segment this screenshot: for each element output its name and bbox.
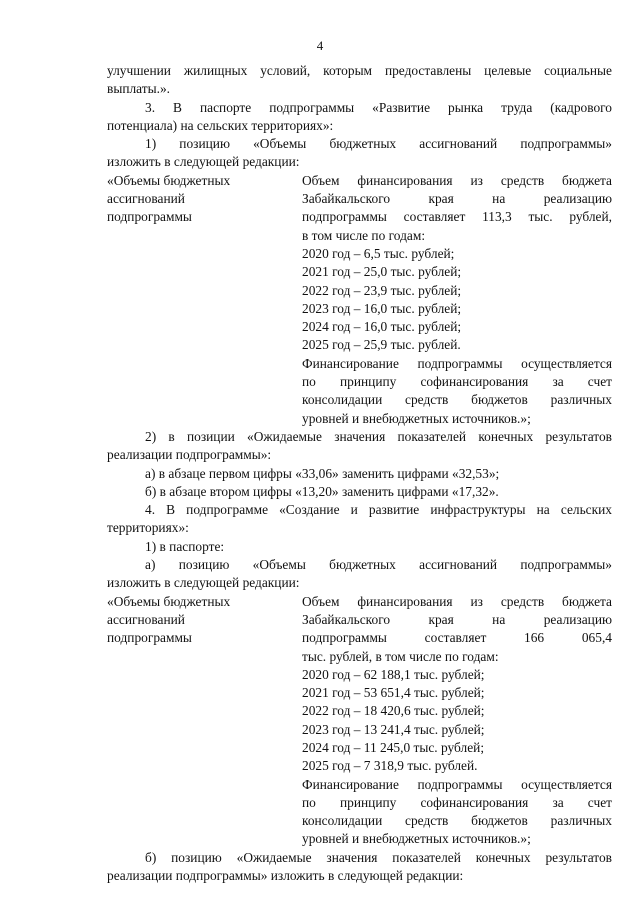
paragraph-10 [107, 849, 612, 886]
budget-table-1-financing-line: уровней и внебюджетных источников.»; [302, 410, 531, 426]
paragraph-7-line-1: 4. В подпрограмме «Создание и развитие инфраструктуры на сельских [145, 502, 612, 518]
paragraph-6: б) в абзаце втором цифры «13,20» заменить цифрами «17,32». [145, 483, 499, 499]
budget-table-1-value [302, 172, 612, 428]
budget-table-1-intro-line: в том числе по годам: [302, 227, 426, 243]
budget-table-1-year-line: 2022 год – 23,9 тыс. рублей; [302, 282, 462, 298]
paragraph-3-line-1: 1) позицию «Объемы бюджетных ассигнований подпрограммы» [145, 136, 612, 152]
page-number: 4 [316, 38, 324, 53]
budget-table-1-year-line: 2023 год – 16,0 тыс. рублей; [302, 300, 462, 316]
budget-table-1-year-line: 2025 год – 25,9 тыс. рублей. [302, 337, 461, 353]
paragraph-4-line-2: реализации подпрограммы»: [107, 447, 272, 463]
budget-table-2-financing-line: Финансирование подпрограммы осуществляется [302, 776, 612, 792]
budget-table-2-intro-line: подпрограммы составляет 166 065,4 [302, 630, 612, 646]
budget-table-1-year-line: 2021 год – 25,0 тыс. рублей; [302, 264, 462, 280]
budget-table-1-label-line: подпрограммы [107, 209, 192, 225]
budget-table-2-intro-line: Забайкальского края на реализацию [302, 611, 612, 627]
budget-table-2-financing-line: по принципу софинансирования за счет [302, 794, 612, 810]
budget-table-2-label-line: подпрограммы [107, 630, 192, 646]
paragraph-2-line-2: потенциала) на сельских территориях»: [107, 117, 334, 133]
budget-table-2-intro-line: тыс. рублей, в том числе по годам: [302, 648, 499, 664]
paragraph-3-line-2: изложить в следующей редакции: [107, 154, 300, 170]
paragraph-5: а) в абзаце первом цифры «33,06» заменить цифрами «32,53»; [145, 465, 500, 481]
budget-table-1-financing-line: консолидации средств бюджетов различных [302, 392, 612, 408]
paragraph-1 [107, 62, 612, 99]
budget-table-2-year-line: 2023 год – 13 241,4 тыс. рублей; [302, 721, 485, 737]
budget-table-1-intro-line: подпрограммы составляет 113,3 тыс. рублей, [302, 209, 612, 225]
paragraph-4-line-1: 2) в позиции «Ожидаемые значения показателей конечных результатов [145, 428, 612, 444]
paragraph-1-line-2: выплаты.». [107, 81, 171, 97]
budget-table-1-financing-line: Финансирование подпрограммы осуществляется [302, 355, 612, 371]
budget-table-1-year-line: 2024 год – 16,0 тыс. рублей; [302, 319, 462, 335]
paragraph-7 [107, 501, 612, 538]
paragraph-9-line-2: изложить в следующей редакции: [107, 575, 300, 591]
paragraph-10-line-2: реализации подпрограммы» изложить в следующей редакции: [107, 868, 464, 884]
budget-table-1-label [107, 172, 302, 227]
paragraph-8: 1) в паспорте: [145, 538, 225, 554]
budget-table-2-year-line: 2022 год – 18 420,6 тыс. рублей; [302, 703, 485, 719]
paragraph-3 [107, 135, 612, 172]
budget-table-1-intro-line: Объем финансирования из средств бюджета [302, 172, 612, 188]
budget-table-2-intro-line: Объем финансирования из средств бюджета [302, 593, 612, 609]
budget-table-2-year-line: 2025 год – 7 318,9 тыс. рублей. [302, 758, 478, 774]
budget-table-2-value [302, 593, 612, 849]
budget-table-2-year-line: 2024 год – 11 245,0 тыс. рублей; [302, 739, 485, 755]
budget-table-1-year-line: 2020 год – 6,5 тыс. рублей; [302, 245, 455, 261]
document-body [107, 62, 612, 885]
paragraph-9 [107, 556, 612, 593]
budget-table-2 [107, 593, 612, 849]
budget-table-1-financing-line: по принципу софинансирования за счет [302, 374, 612, 390]
budget-table-2-year-line: 2021 год – 53 651,4 тыс. рублей; [302, 685, 485, 701]
budget-table-2-financing-line: уровней и внебюджетных источников.»; [302, 831, 531, 847]
budget-table-2-year-line: 2020 год – 62 188,1 тыс. рублей; [302, 666, 485, 682]
budget-table-1-label-line: ассигнований [107, 191, 185, 207]
paragraph-7-line-2: территориях»: [107, 520, 189, 536]
paragraph-4 [107, 428, 612, 465]
budget-table-1 [107, 172, 612, 428]
budget-table-2-label-line: ассигнований [107, 611, 185, 627]
paragraph-10-line-1: б) позицию «Ожидаемые значения показателей конечных результатов [145, 849, 612, 865]
paragraph-2-line-1: 3. В паспорте подпрограммы «Развитие рынка труда (кадрового [145, 99, 612, 115]
budget-table-1-intro-line: Забайкальского края на реализацию [302, 191, 612, 207]
budget-table-2-label [107, 593, 302, 648]
paragraph-9-line-1: а) позицию «Объемы бюджетных ассигнований подпрограммы» [145, 557, 612, 573]
budget-table-2-label-line: «Объемы бюджетных [107, 593, 231, 609]
paragraph-2 [107, 99, 612, 136]
paragraph-1-line-1: улучшении жилищных условий, которым предоставлены целевые социальные [107, 63, 612, 78]
budget-table-2-financing-line: консолидации средств бюджетов различных [302, 813, 612, 829]
budget-table-1-label-line: «Объемы бюджетных [107, 172, 231, 188]
